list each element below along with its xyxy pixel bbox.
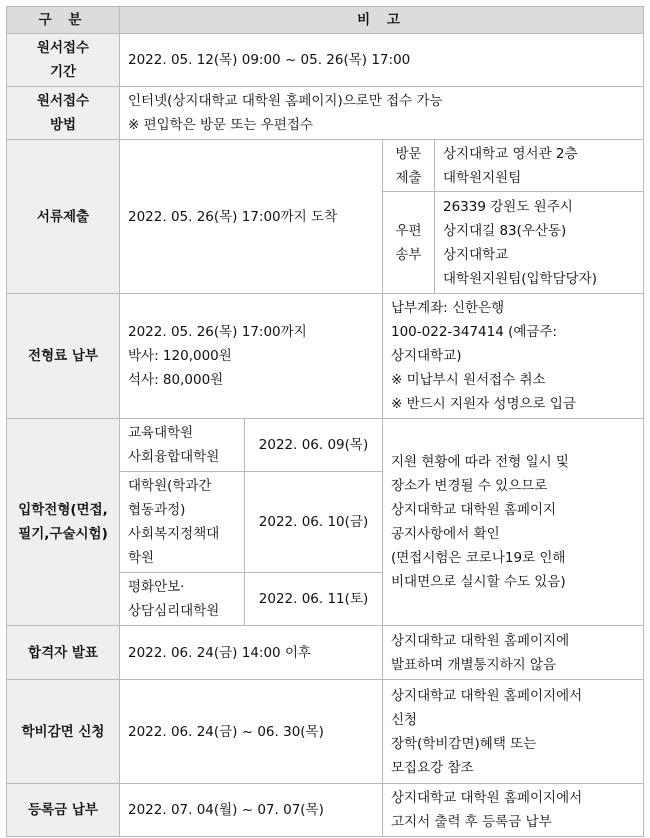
fee-note: 납부계좌: 신한은행 100-022-347414 (예금주: 상지대학교) ※ 미납부시 원서접수 취소 ※ 반드시 지원자 성명으로 입금 (383, 294, 644, 419)
table-row (7, 784, 644, 837)
header-row (7, 7, 644, 34)
tuition-payment-value: 2022. 07. 04(월) ~ 07. 07(목) (120, 784, 383, 837)
screening-school-1: 교육대학원 사회융합대학원 (120, 419, 245, 472)
screening-date-2: 2022. 06. 10(금) (245, 472, 383, 573)
table-row (7, 680, 644, 784)
application-method-label: 원서접수 방법 (7, 87, 120, 140)
table-row (7, 34, 644, 87)
documents-label: 서류제출 (7, 140, 120, 294)
table-row (7, 294, 644, 419)
tuition-reduction-value: 2022. 06. 24(금) ~ 06. 30(목) (120, 680, 383, 784)
remarks-header: 비 고 (120, 7, 644, 34)
application-period-label: 원서접수 기간 (7, 34, 120, 87)
announcement-note: 상지대학교 대학원 홈페이지에 발표하며 개별통지하지 않음 (383, 626, 644, 680)
table-row (7, 419, 644, 472)
tuition-reduction-label: 학비감면 신청 (7, 680, 120, 784)
screening-school-2: 대학원(학과간 협동과정) 사회복지정책대 학원 (120, 472, 245, 573)
announcement-label: 합격자 발표 (7, 626, 120, 680)
documents-deadline: 2022. 05. 26(목) 17:00까지 도착 (120, 140, 383, 294)
mail-submit-value: 26339 강원도 원주시 상지대길 83(우산동) 상지대학교 대학원지원팀(입학담당자) (435, 192, 644, 294)
fee-label: 전형료 납부 (7, 294, 120, 419)
table-row (7, 626, 644, 680)
tuition-payment-label: 등록금 납부 (7, 784, 120, 837)
application-period-value: 2022. 05. 12(목) 09:00 ~ 05. 26(목) 17:00 (120, 34, 644, 87)
table-row (7, 87, 644, 140)
tuition-reduction-note: 상지대학교 대학원 홈페이지에서 신청 장학(학비감면)혜택 또는 모집요강 참조 (383, 680, 644, 784)
fee-value: 2022. 05. 26(목) 17:00까지 박사: 120,000원 석사: 80,000원 (120, 294, 383, 419)
admission-schedule-table (6, 6, 644, 837)
tuition-payment-note: 상지대학교 대학원 홈페이지에서 고지서 출력 후 등록금 납부 (383, 784, 644, 837)
screening-label: 입학전형(면접, 필기,구술시험) (7, 419, 120, 626)
application-method-value: 인터넷(상지대학교 대학원 홈페이지)으로만 접수 가능 ※ 편입학은 방문 또는 우편접수 (120, 87, 644, 140)
visit-submit-value: 상지대학교 영서관 2층 대학원지원팀 (435, 140, 644, 192)
screening-date-3: 2022. 06. 11(토) (245, 573, 383, 626)
announcement-value: 2022. 06. 24(금) 14:00 이후 (120, 626, 383, 680)
category-header: 구 분 (7, 7, 120, 34)
screening-date-1: 2022. 06. 09(목) (245, 419, 383, 472)
table-row (7, 140, 644, 192)
screening-school-3: 평화안보· 상담심리대학원 (120, 573, 245, 626)
screening-note: 지원 현황에 따라 전형 일시 및 장소가 변경될 수 있으므로 상지대학교 대학원 홈페이지 공지사항에서 확인 (면접시험은 코로나19로 인해 비대면으로 실시할 수도 있음) (383, 419, 644, 626)
mail-submit-label: 우편 송부 (383, 192, 435, 294)
visit-submit-label: 방문 제출 (383, 140, 435, 192)
